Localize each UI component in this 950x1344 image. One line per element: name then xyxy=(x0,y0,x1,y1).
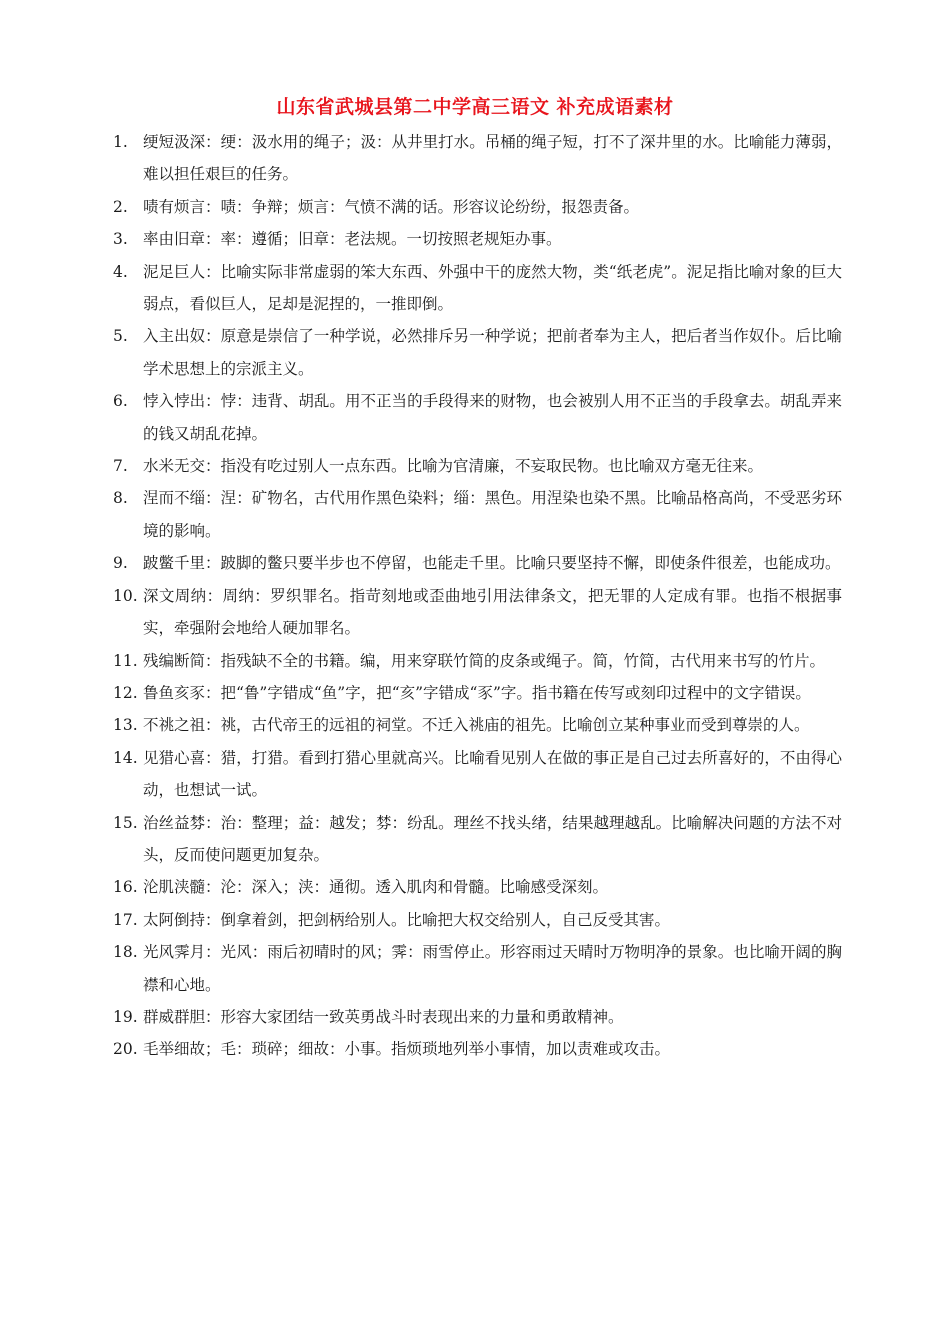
item-number: 8. xyxy=(113,489,128,508)
list-item xyxy=(0,742,950,807)
list-item xyxy=(0,936,950,1001)
item-number: 18. xyxy=(113,943,138,962)
item-number: 14. xyxy=(113,748,138,767)
list-item xyxy=(0,1001,950,1033)
item-text: 深文周纳：周纳：罗织罪名。指苛刻地或歪曲地引用法律条文，把无罪的人定成有罪。也指不根据事实，牵强附会地给人硬加罪名。 xyxy=(143,586,842,638)
list-item xyxy=(0,320,950,385)
item-text: 鲁鱼亥豕：把“鲁”字错成“鱼”字，把“亥”字错成“豕”字。指书籍在传写或刻印过程中的文字错误。 xyxy=(143,683,811,702)
item-text: 跛鳖千里：跛脚的鳖只要半步也不停留，也能走千里。比喻只要坚持不懈，即使条件很差，也能成功。 xyxy=(143,554,841,573)
list-item xyxy=(0,677,950,709)
item-number: 7. xyxy=(113,457,128,476)
list-item xyxy=(0,547,950,579)
item-number: 1. xyxy=(113,133,128,151)
item-number: 6. xyxy=(113,392,128,411)
idiom-list xyxy=(0,126,950,1066)
list-item xyxy=(0,904,950,936)
item-text: 绠短汲深：绠：汲水用的绳子；汲：从井里打水。吊桶的绳子短，打不了深井里的水。比喻能力薄弱，难以担任艰巨的任务。 xyxy=(143,133,842,184)
list-item xyxy=(0,580,950,645)
item-text: 光风霁月：光风：雨后初晴时的风；霁：雨雪停止。形容雨过天晴时万物明净的景象。也比喻开阔的胸襟和心地。 xyxy=(143,943,842,994)
item-number: 19. xyxy=(113,1007,138,1026)
item-text: 太阿倒持：倒拿着剑，把剑柄给别人。比喻把大权交给别人，自己反受其害。 xyxy=(143,910,671,929)
item-text: 治丝益棼：治：整理；益：越发；棼：纷乱。理丝不找头绪，结果越理越乱。比喻解决问题的方法不对头，反而使问题更加复杂。 xyxy=(143,813,842,864)
item-number: 16. xyxy=(113,878,138,897)
item-number: 4. xyxy=(113,262,128,281)
item-text: 入主出奴：原意是崇信了一种学说，必然排斥另一种学说；把前者奉为主人，把后者当作奴仆。后比喻学术思想上的宗派主义。 xyxy=(143,327,842,378)
item-number: 11. xyxy=(113,651,138,670)
item-number: 15. xyxy=(113,813,138,832)
list-item xyxy=(0,871,950,903)
item-number: 17. xyxy=(113,910,138,929)
list-item xyxy=(0,126,950,191)
list-item xyxy=(0,385,950,450)
list-item xyxy=(0,450,950,482)
item-text: 涅而不缁：涅：矿物名，古代用作黑色染料；缁：黑色。用涅染也染不黑。比喻品格高尚，不受恶劣环境的影响。 xyxy=(143,489,842,540)
item-text: 水米无交：指没有吃过别人一点东西。比喻为官清廉，不妄取民物。也比喻双方毫无往来。 xyxy=(143,457,764,476)
item-number: 5. xyxy=(113,327,128,346)
list-item xyxy=(0,645,950,677)
item-text: 见猎心喜：猎，打猎。看到打猎心里就高兴。比喻看见别人在做的事正是自己过去所喜好的，不由得心动，也想试一试。 xyxy=(143,748,842,800)
item-text: 率由旧章：率：遵循；旧章：老法规。一切按照老规矩办事。 xyxy=(143,230,562,249)
item-text: 不祧之祖：祧，古代帝王的远祖的祠堂。不迁入祧庙的祖先。比喻创立某种事业而受到尊崇的人。 xyxy=(143,716,810,735)
document-title: 山东省武城县第二中学高三语文 补充成语素材 xyxy=(276,96,674,118)
list-item xyxy=(0,223,950,255)
list-item xyxy=(0,256,950,321)
list-item xyxy=(0,807,950,872)
item-text: 沦肌浃髓：沦：深入；浃：通彻。透入肌肉和骨髓。比喻感受深刻。 xyxy=(143,878,609,897)
item-number: 2. xyxy=(113,197,128,216)
item-text: 群威群胆：形容大家团结一致英勇战斗时表现出来的力量和勇敢精神。 xyxy=(143,1007,624,1026)
list-item xyxy=(0,1033,950,1065)
list-item xyxy=(0,482,950,547)
list-item xyxy=(0,709,950,741)
item-number: 10. xyxy=(113,586,138,605)
item-number: 9. xyxy=(113,554,128,573)
item-number: 12. xyxy=(113,683,138,702)
list-item xyxy=(0,191,950,223)
item-text: 残编断简：指残缺不全的书籍。编，用来穿联竹简的皮条或绳子。简，竹简，古代用来书写的竹片。 xyxy=(143,651,826,670)
item-text: 啧有烦言：啧：争辩；烦言：气愤不满的话。形容议论纷纷，报怨责备。 xyxy=(143,197,640,216)
item-text: 泥足巨人：比喻实际非常虚弱的笨大东西、外强中干的庞然大物，类“纸老虎”。泥足指比喻对象的巨大弱点，看似巨人，足却是泥捏的，一推即倒。 xyxy=(143,262,842,314)
item-number: 3. xyxy=(113,230,128,249)
item-text: 毛举细故；毛：琐碎；细故：小事。指烦琐地列举小事情，加以责难或攻击。 xyxy=(143,1040,671,1059)
item-number: 20. xyxy=(113,1040,138,1059)
item-text: 悖入悖出：悖：违背、胡乱。用不正当的手段得来的财物，也会被别人用不正当的手段拿去。胡乱弄来的钱又胡乱花掉。 xyxy=(143,392,842,443)
item-number: 13. xyxy=(113,716,138,735)
